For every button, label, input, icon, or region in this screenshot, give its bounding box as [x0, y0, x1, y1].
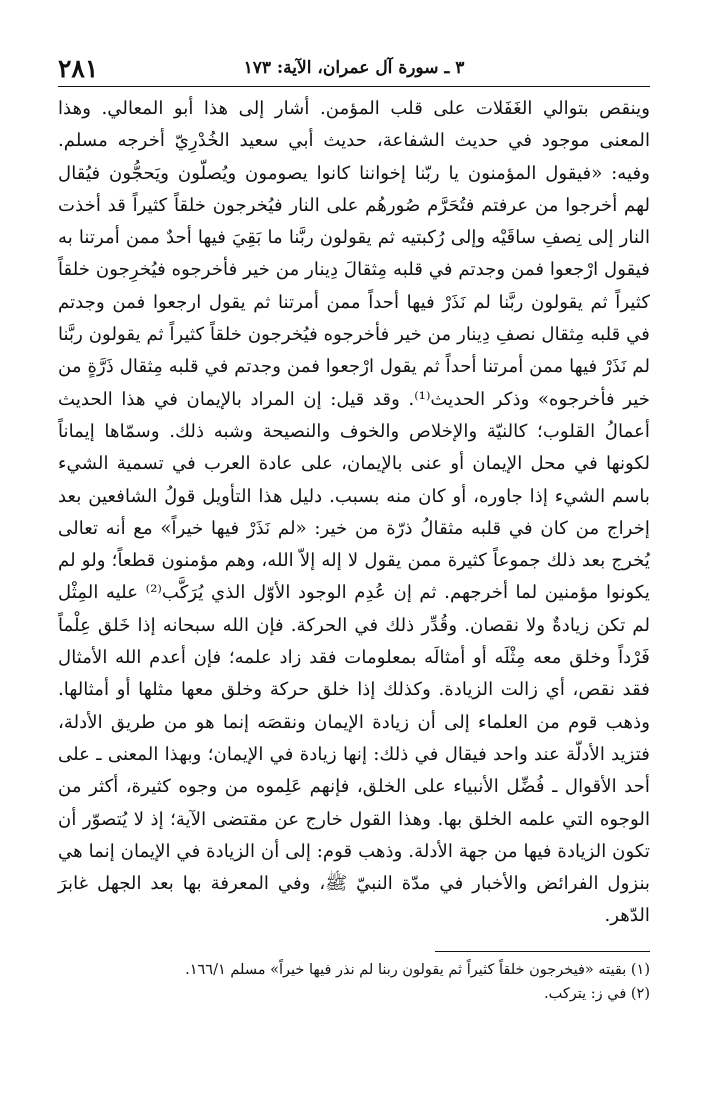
page-number: ٢٨١	[58, 54, 99, 83]
footnote-2: (٢) في ز: يترکب.	[543, 985, 650, 1002]
page-header	[58, 50, 650, 87]
main-text	[58, 93, 650, 933]
book-page	[58, 50, 650, 1006]
body-paragraph: وينقص بتوالي الغَفَلات على قلب المؤمن. أشار إلى هذا أبو المعالي. وهذا المعنى موجود في حديث الشفاعة، حديث أبي سعيد الخُدْرِيّ أخرجه مسلم. وفيه: «فيقول المؤمنون يا ربّنا إخواننا كانوا يصومون ويُصلّون ويَحجُّون فيُقال لهم أخرجوا من عرفتم فتُحَرَّم صُورهُم على النار فيُخرجون خلقاً كثيراً قد أخذت النار إلى نِصفِ ساقَيْه وإلى رُكبتيه ثم يقولون ربَّنا ما بَقِيَ فيها أحدٌ ممن أمرتنا به فيقول ارْجعوا فمن وجدتم في قلبه مِثقالَ دِينار من خير فأخرجوه فيُخرِجون خلقاً كثيراً ثم يقولون ربَّنا لم نَذَرْ فيها أحداً ممن أمرتنا ثم يقول ارجعوا فمن وجدتم في قلبه مِثقال نصفِ دِينار من خير فأخرجوه فيُخرجون خلقاً كثيراً ثم يقولون ربَّنا لم نَذَرْ فيها ممن أمرتنا أحداً ثم يقول ارْجعوا فمن وجدتم في قلبه مِثقال ذَرَّةٍ من خير فأخرجوه» وذكر الحديث⁽¹⁾. وقد قيل: إن المراد بالإيمان في هذا الحديث أعمالُ القلوب؛ كالنيّة والإخلاص والخوف والنصيحة وشبه ذلك. وسمّاها إيماناً لكونها في محل الإيمان أو عنى بالإيمان، على عادة العرب في تسمية الشيء باسم الشيء إذا جاوره، أو كان منه بسبب. دليل هذا التأويل قولُ الشافعين بعد إخراج من كان في قلبه مثقالُ ذرّة من خير: «لم نَذَرْ فيها خيراً» مع أنه تعالى يُخرج بعد ذلك جموعاً كثيرة ممن يقول لا إله إلاّ الله، وهم مؤمنون قطعاً؛ ولو لم يكونوا مؤمنين لما أخرجهم. ثم إن عُدِم الوجود الأوّل الذي يُرَكَّب⁽²⁾ عليه المِثْل لم تكن زيادةٌ ولا نقصان. وقُدِّر ذلك في الحركة. فإن الله سبحانه إذا خَلق عِلْماً فَرْداً وخلق معه مِثْلَه أو أمثالَه بمعلومات فقد زاد علمه؛ فإن أعدم الله الأمثال فقد نقص، أي زالت الزيادة. وكذلك إذا خلق حركة وخلق معها مثلها أو أمثالها. وذهب قوم من العلماء إلى أن زيادة الإيمان ونقصَه إنما هو من طريق الأدلة، فتزيد الأدلّة عند واحد فيقال في ذلك: إنها زيادة في الإيمان؛ وبهذا المعنى ـ على أحد الأقوال ـ فُضِّل الأنبياء على الخلق، فإنهم عَلِموه من وجوه كثيرة، أكثر من الوجوه التي علمه الخلق بها. وهذا القول خارج عن مقتضى الآية؛ إذ لا يُتصوّر أن تكون الزيادة فيها من جهة الأدلة. وذهب قوم: إلى أن الزيادة في الإيمان إنما هي بنزول الفرائض والأخبار في مدّة النبيّ ﷺ، وفي المعرفة بها بعد الجهل غابرَ الدّهر.	[58, 98, 651, 927]
footnote-1: (١) بقيته «فيخرجون خلقاً كثيراً ثم يقولون ربنا لم نذر فيها خيراً» مسلم ١٦٦/١.	[185, 961, 650, 978]
footnote-separator	[435, 951, 650, 952]
running-title: ٣ ـ سورة آل عمران، الآية: ١٧٣	[243, 58, 465, 78]
footnotes	[58, 958, 650, 1006]
